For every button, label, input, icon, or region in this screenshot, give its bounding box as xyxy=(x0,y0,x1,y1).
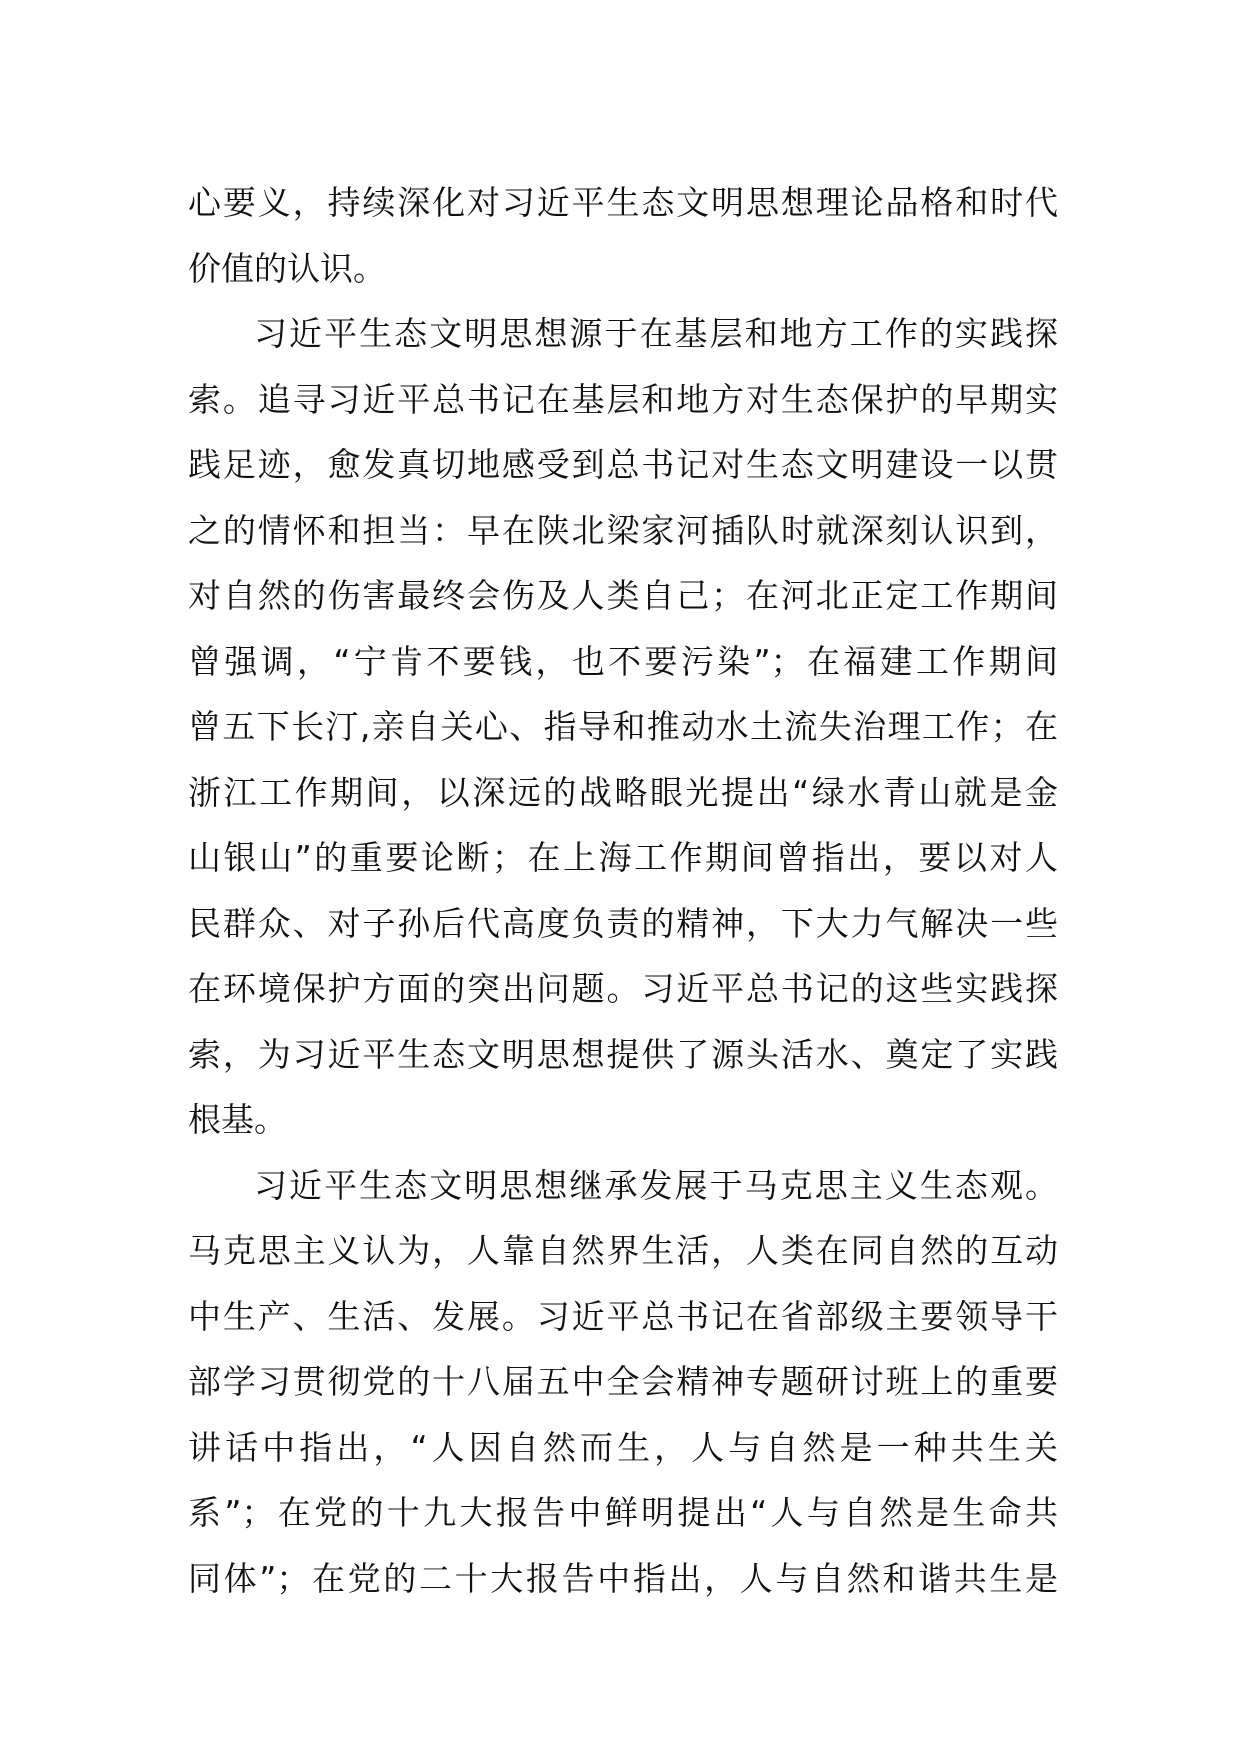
text-line: 山银山”的重要论断；在上海工作期间曾指出，要以对人 xyxy=(188,838,1058,877)
text-line: 心要义，持续深化对习近平生态文明思想理论品格和时代 xyxy=(188,183,1058,222)
text-line: 民群众、对子孙后代高度负责的精神，下大力气解决一些 xyxy=(188,903,1058,943)
text-line: 曾五下长汀,亲自关心、指导和推动水土流失治理工作；在 xyxy=(188,707,1058,746)
text-line: 对自然的伤害最终会伤及人类自己；在河北正定工作期间 xyxy=(188,576,1058,615)
text-line: 习近平生态文明思想继承发展于马克思主义生态观。 xyxy=(254,1165,1058,1205)
paragraph-3 xyxy=(188,1153,1058,1612)
paragraph-2 xyxy=(188,301,1058,1153)
text-line: 习近平生态文明思想源于在基层和地方工作的实践探 xyxy=(254,314,1058,353)
text-line: 系”；在党的十九大报告中鲜明提出“人与自然是生命共 xyxy=(188,1493,1058,1532)
text-line: 践足迹，愈发真切地感受到总书记对生态文明建设一以贯 xyxy=(188,445,1058,484)
text-line: 马克思主义认为，人靠自然界生活，人类在同自然的互动 xyxy=(188,1231,1058,1270)
text-line: 部学习贯彻党的十八届五中全会精神专题研讨班上的重要 xyxy=(188,1362,1058,1401)
text-line: 中生产、生活、发展。习近平总书记在省部级主要领导干 xyxy=(188,1296,1058,1336)
text-line: 价值的认识。 xyxy=(188,248,386,288)
text-line: 曾强调，“宁肯不要钱，也不要污染”；在福建工作期间 xyxy=(188,641,1058,681)
document-body xyxy=(188,170,1058,1611)
text-line: 浙江工作期间，以深远的战略眼光提出“绿水青山就是金 xyxy=(188,772,1058,812)
text-line: 索。追寻习近平总书记在基层和地方对生态保护的早期实 xyxy=(188,379,1058,419)
text-line: 之的情怀和担当：早在陕北梁家河插队时就深刻认识到， xyxy=(188,510,1058,550)
text-line: 根基。 xyxy=(188,1100,287,1139)
text-line: 在环境保护方面的突出问题。习近平总书记的这些实践探 xyxy=(188,969,1058,1008)
text-line: 讲话中指出，“人因自然而生，人与自然是一种共生关 xyxy=(188,1427,1058,1467)
text-line: 索，为习近平生态文明思想提供了源头活水、奠定了实践 xyxy=(188,1034,1058,1074)
text-line: 同体”；在党的二十大报告中指出，人与自然和谐共生是 xyxy=(188,1558,1058,1598)
paragraph-1 xyxy=(188,170,1058,301)
